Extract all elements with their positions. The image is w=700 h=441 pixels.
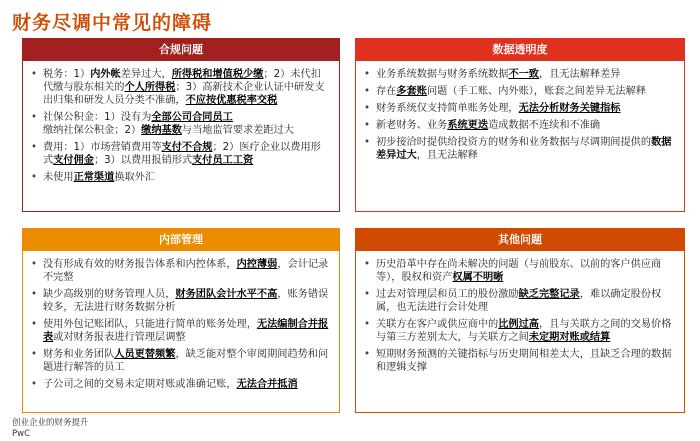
highlight-text: 人员更替频繁 [114, 349, 176, 360]
list-item [364, 318, 676, 344]
highlight-text: 财务团队会计水平不高 [175, 289, 278, 300]
list-item [31, 348, 331, 374]
item-text: ，且无法解释 [416, 150, 478, 161]
footer-note: 创业企业的财务提升 [12, 418, 89, 428]
item-text: ，且与关联方之间的交易价格与第三方差别太大，与关联方之间 [376, 319, 672, 343]
list-item [364, 119, 676, 132]
other-issues-list [356, 251, 684, 374]
highlight-text: 无法分析财务关键指标 [518, 103, 621, 114]
list-item [364, 68, 676, 81]
item-text: 与当地监管要求差距过大 [181, 125, 294, 136]
item-text: 问题（手工账、内外账），账套之间差异无法解释 [426, 86, 646, 97]
internal-management-header: 内部管理 [23, 229, 339, 251]
highlight-text: 全部公司合同员工 [151, 112, 233, 123]
item-text: ，且无法解释差异 [539, 69, 621, 80]
highlight-text: 无法编制合并报表 [43, 319, 329, 343]
item-text: ，缺乏能对整个审阅期间趋势和问题进行解答的员工 [43, 349, 329, 373]
page-title: 财务尽调中常见的障碍 [12, 12, 213, 34]
highlight-text: 不应按优惠税率交税 [185, 95, 278, 106]
item-text: 使用外包记账团队，只能进行简单的账务处理， [43, 319, 257, 330]
highlight-text: 比例过高 [498, 319, 539, 330]
item-text: 关联方在客户或供应商中的 [376, 319, 499, 330]
list-item [364, 288, 676, 314]
item-text: ，会计记录不完整 [43, 259, 329, 283]
compliance-header: 合规问题 [23, 39, 339, 61]
item-text: 社保公积金：1）没有为 [43, 112, 152, 123]
item-text: 新老财务、业务 [376, 120, 448, 131]
highlight-text: 内控薄弱 [236, 259, 278, 270]
footer-brand: PwC [12, 429, 31, 439]
item-text: ；3）高新技术企业认证中研发支出归集和研发人员分类不准确， [43, 82, 325, 106]
highlight-text: 支付员工工资 [192, 155, 254, 166]
item-text: 没有形成有效的财务报告体系和内控体系， [43, 259, 237, 270]
internal-management-panel [22, 228, 340, 413]
item-text: 短期财务预测的关键指标与历史期间相差太大，且缺乏合理的数据和逻辑支撑 [376, 349, 672, 373]
item-text: 业务系统数据与财务系统数据 [376, 69, 509, 80]
highlight-text: 支付不合规 [161, 142, 213, 153]
highlight-text: 不一致 [508, 69, 539, 80]
transparency-panel [355, 38, 685, 212]
highlight-text: 内外帐 [90, 69, 121, 80]
list-item [31, 288, 331, 314]
list-item [364, 136, 676, 162]
highlight-text: 权属不明晰 [452, 272, 504, 283]
list-item [31, 378, 331, 391]
transparency-list [356, 61, 684, 162]
item-text: 财务和业务团队 [43, 349, 115, 360]
highlight-text: 多套账 [396, 86, 427, 97]
list-item [31, 171, 331, 184]
list-item [364, 85, 676, 98]
list-item [364, 348, 676, 374]
item-text: 财务系统仅支持简单账务处理， [376, 103, 519, 114]
list-item [364, 258, 676, 284]
item-text: 过去对管理层和员工的股份激励 [376, 289, 519, 300]
item-text: 未使用 [43, 172, 74, 183]
highlight-text: 缺乏完整记录 [518, 289, 580, 300]
compliance-panel [22, 38, 340, 212]
highlight-text: 数据差异过大 [376, 137, 672, 161]
list-item [364, 102, 676, 115]
item-text: ；2）未代扣代缴与股东相关的 [43, 69, 321, 93]
list-item [31, 258, 331, 284]
other-issues-panel [355, 228, 685, 413]
list-item [31, 318, 331, 344]
highlight-text: 支付佣金 [53, 155, 94, 166]
item-text: 初步接洽时提供给投资方的财务和业务数据与尽调期间提供的 [376, 137, 652, 148]
list-item [31, 111, 331, 137]
highlight-text: 缴纳基数 [141, 125, 182, 136]
item-text: ；3）以费用报销形式 [93, 155, 193, 166]
highlight-text: 系统更迭 [447, 120, 489, 131]
item-text: 缴纳社保公积金；2） [43, 125, 142, 136]
item-text: ，账务错误较多，无法进行财务数据分析 [43, 289, 329, 313]
item-text: ，难以确定股份权属，也无法进行会计处理 [376, 289, 662, 313]
item-text: 或对财务报表进行管理层调整 [53, 332, 186, 343]
highlight-text: 无法合并抵消 [236, 379, 298, 390]
highlight-text: 正常渠道 [73, 172, 115, 183]
item-text: ；2）医疗企业以费用形式 [43, 142, 321, 166]
list-item [31, 68, 331, 107]
item-text: 存在 [376, 86, 397, 97]
transparency-header: 数据透明度 [356, 39, 684, 61]
item-text: 造成数据不连续和不准确 [488, 120, 601, 131]
highlight-text: 所得税和增值税少缴 [171, 69, 264, 80]
other-issues-header: 其他问题 [356, 229, 684, 251]
list-item [31, 141, 331, 167]
internal-management-list [23, 251, 339, 391]
highlight-text: 个人所得税 [124, 82, 176, 93]
item-text: 子公司之间的交易未定期对账或准确记账， [43, 379, 237, 390]
item-text: 换取外汇 [114, 172, 156, 183]
item-text: 历史沿革中存在尚未解决的问题（与前股东、以前的客户供应商等），股权和资产 [376, 259, 662, 283]
item-text: 缺少高级别的财务管理人员， [43, 289, 176, 300]
item-text: 差异过大， [120, 69, 172, 80]
item-text: 税务：1） [43, 69, 91, 80]
item-text: 费用：1）市场营销费用等 [43, 142, 162, 153]
highlight-text: 未定期对账或结算 [528, 332, 611, 343]
compliance-list [23, 61, 339, 184]
